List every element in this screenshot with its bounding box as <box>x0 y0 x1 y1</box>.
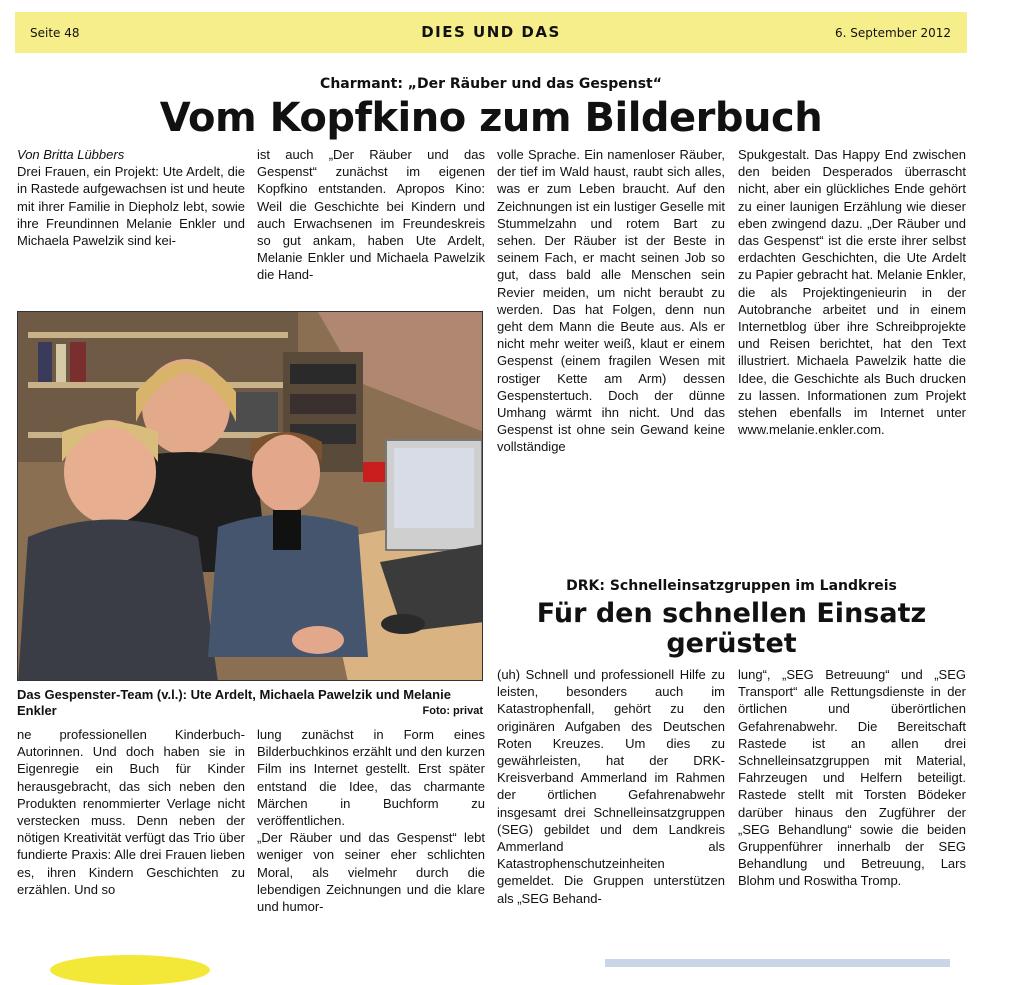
article1-text: ne professionellen Kinderbuch-Autorinnen. Und doch haben sie in Eigenregie ein Buch für Kinder herausgebracht, das sich neben den Produkten renommierter Verlage nicht verstecken muss. Denn neben der nötigen Kreativität verfügt das Trio über fundierte Praxis: Alle drei Frauen lieben es, ihren Kindern Geschichten zu erzählen. Und so <box>17 727 245 897</box>
section-title: DIES UND DAS <box>421 23 561 41</box>
article2-text: (uh) Schnell und professionell Hilfe zu leisten, besonders auch im Katastrophenfall, gehört zu den originären Aufgaben des Deutschen Roten Kreuzes. Um dies zu gewährleisten, hat der DRK-Kreisverband Ammerland im Rahmen der örtlichen Gefahrenabwehr insgesamt drei Schnelleinsatzgruppen (SEG) gebildet und dem Landkreis Ammerland als Katastrophenschutzeinheiten gemeldet. Die Gruppen unterstützen als „SEG Behand- <box>497 667 725 906</box>
article2-column3 <box>497 666 725 946</box>
article1-kicker: Charmant: „Der Räuber und das Gespenst“ <box>320 76 662 92</box>
article1-text: „Der Räuber und das Gespenst“ lebt weniger von seiner eher schlichten Moral, als vielmehr durch die lebendigen Zeichnungen und die klare und humor- <box>257 830 485 915</box>
article1-column1-bottom <box>17 726 245 946</box>
page-header <box>15 12 967 53</box>
article1-column3 <box>497 146 725 534</box>
article1-text: Spukgestalt. Das Happy End zwischen den beiden Desperados überrascht nicht, aber ein glückliches Ende gehört zu einer launigen Erzählung wie dieser eben zwingend dazu. „Der Räuber und das Gespenst“ ist die erste ihrer selbst erdachten Geschichten, die Ute Ardelt zu Papier gebracht hat. Melanie Enkler, die als Projektingenieurin in der Autobranche arbeitet und in einem Internetblog über ihre Schreibprojekte und Reisen berichtet, hat den Text illustriert. Michaela Pawelzik hatte die Idee, die Geschichte als Buch drucken zu lassen. Informationen zum Projekt stehen ebenfalls im Internet unter www.melanie.enkler.com. <box>738 147 966 438</box>
decorative-shape <box>50 955 210 985</box>
decorative-bar <box>605 959 950 967</box>
page-number: Seite 48 <box>30 26 80 40</box>
article2-headline: Für den schnellen Einsatz gerüstet <box>536 598 927 659</box>
article2-kicker: DRK: Schnelleinsatzgruppen im Landkreis <box>566 578 897 594</box>
byline: Von Britta Lübbers <box>17 147 125 162</box>
article-photo <box>17 311 483 681</box>
article2-text: lung“, „SEG Betreuung“ und „SEG Transport“ alle Rettungsdienste in der örtlichen und überörtlichen Gefahrenabwehr. Die Bereitschaft Rastede ist an allen drei Schnelleinsatzgruppen mit Material, Fahrzeugen und Helfern beteiligt. Rastede stellt mit Torsten Bödeker darüber hinaus den Zugführer der „SEG Behandlung“ sowie die beiden Gruppenführer innerhalb der SEG Behandlung und Betreuung, Lars Blohm und Roswitha Tromp. <box>738 667 966 889</box>
photo-credit: Foto: privat <box>422 705 483 717</box>
article1-text: ist auch „Der Räuber und das Gespenst“ zunächst im eigenen Kopfkino entstanden. Apropos Kino: Weil die Geschichte bei Kindern und auch Erwachsenen im Freundeskreis so gut ankam, haben Ute Ardelt, Melanie Enkler und Michaela Pawelzik die Hand- <box>257 147 485 283</box>
article1-column4 <box>738 146 966 534</box>
article1-headline: Vom Kopfkino zum Bilderbuch <box>159 95 823 141</box>
photo-illustration <box>18 312 483 681</box>
article1-column1-top <box>17 146 245 304</box>
article1-column2-top <box>257 146 485 304</box>
issue-date: 6. September 2012 <box>835 26 951 40</box>
caption-text: Das Gespenster-Team (v.l.): Ute Ardelt, Michaela Pawelzik und Melanie Enkler <box>17 687 451 718</box>
article1-text: lung zunächst in Form eines Bilderbuchkinos erzählt und den kurzen Film ins Internet gestellt. Erst später entstand die Idee, das charmante Märchen in Buchform zu veröffentlichen. <box>257 727 485 829</box>
article1-text: volle Sprache. Ein namenloser Räuber, der tief im Wald haust, raubt sich alles, was er zum Leben braucht. Auf den Zeichnungen ist ein lustiger Geselle mit Stummelzahn und rotem Bart zu sehen. Der Räuber ist der Beste in seinem Fach, er macht seinen Job so gut, dass bald alle Menschen sein Revier meiden, um nicht beraubt zu werden. Das hat Folgen, denn nun geht dem Mann die Beute aus. Als er nicht mehr weiter weiß, klaut er einem Gespenst (einem fragilen Wesen mit rostiger Kette am Arm) dessen Gespenstertuch. Doch der dünne Umhang wärmt ihn nicht. Und das Gespenst ist ohne sein Gewand keine vollständige <box>497 147 725 455</box>
article1-text: Drei Frauen, ein Projekt: Ute Ardelt, die in Rastede aufgewachsen ist und heute mit ihrer Familie in Diepholz lebt, sowie ihre Freundinnen Melanie Enkler und Michaela Pawelzik sind kei- <box>17 164 245 249</box>
article2-column4 <box>738 666 966 946</box>
article1-column2-bottom <box>257 726 485 946</box>
photo-caption <box>17 687 483 719</box>
